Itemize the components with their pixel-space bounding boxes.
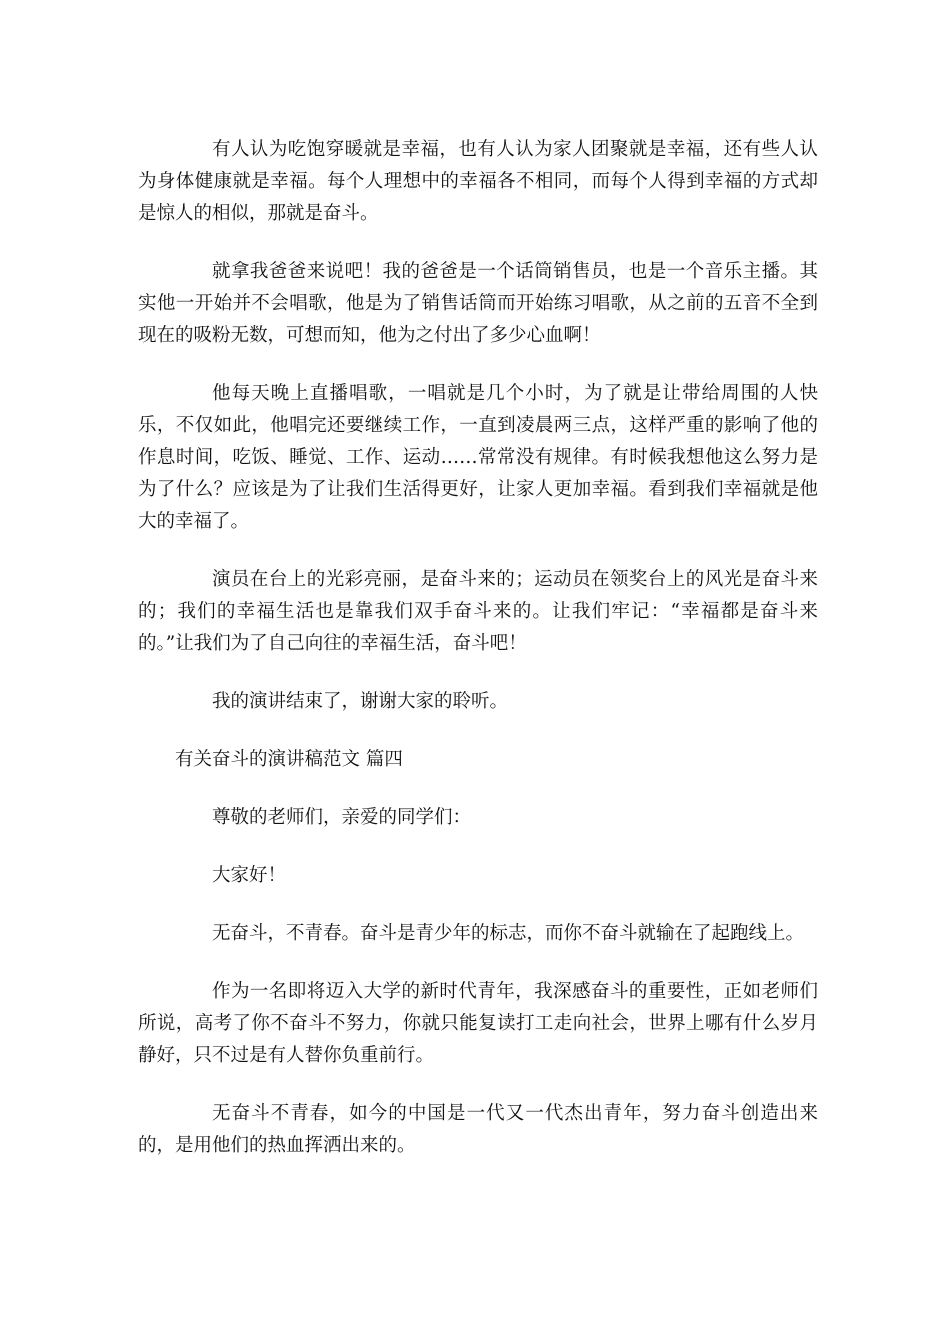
paragraph-greeting: 大家好！ <box>212 865 287 886</box>
paragraph-4: 演员在台上的光彩亮丽，是奋斗来的；运动员在领奖台上的风光是奋斗来的；我们的幸福生活也是靠我们双手奋斗来的。让我们牢记：“幸福都是奋斗来的。”让我们为了自己向往的幸福生活，奋斗吧！ <box>138 569 818 654</box>
paragraph-salutation: 尊敬的老师们，亲爱的同学们： <box>212 807 472 828</box>
document-body <box>138 134 818 1188</box>
paragraph-5: 我的演讲结束了，谢谢大家的聆听。 <box>212 691 509 712</box>
paragraph-1: 有人认为吃饱穿暖就是幸福，也有人认为家人团聚就是幸福，还有些人认为身体健康就是幸福。每个人理想中的幸福各不相同，而每个人得到幸福的方式却是惊人的相似，那就是奋斗。 <box>138 139 818 224</box>
paragraph-3: 他每天晚上直播唱歌，一唱就是几个小时，为了就是让带给周围的人快乐，不仅如此，他唱完还要继续工作，一直到凌晨两三点，这样严重的影响了他的作息时间，吃饭、睡觉、工作、运动……常常没有规律。有时候我想他这么努力是为了什么？应该是为了让我们生活得更好，让家人更加幸福。看到我们幸福就是他大的幸福了。 <box>138 383 818 532</box>
paragraph-10: 无奋斗不青春，如今的中国是一代又一代杰出青年，努力奋斗创造出来的，是用他们的热血挥洒出来的。 <box>138 1103 818 1156</box>
paragraph-8: 无奋斗，不青春。奋斗是青少年的标志，而你不奋斗就输在了起跑线上。 <box>212 923 805 944</box>
paragraph-9: 作为一名即将迈入大学的新时代青年，我深感奋斗的重要性，正如老师们所说，高考了你不奋斗不努力，你就只能复读打工走向社会，世界上哪有什么岁月静好，只不过是有人替你负重前行。 <box>138 981 818 1066</box>
section-heading: 有关奋斗的演讲稿范文 篇四 <box>175 749 403 770</box>
paragraph-2: 就拿我爸爸来说吧！我的爸爸是一个话筒销售员，也是一个音乐主播。其实他一开始并不会唱歌，他是为了销售话筒而开始练习唱歌，从之前的五音不全到现在的吸粉无数，可想而知，他为之付出了多少心血啊！ <box>138 261 818 346</box>
